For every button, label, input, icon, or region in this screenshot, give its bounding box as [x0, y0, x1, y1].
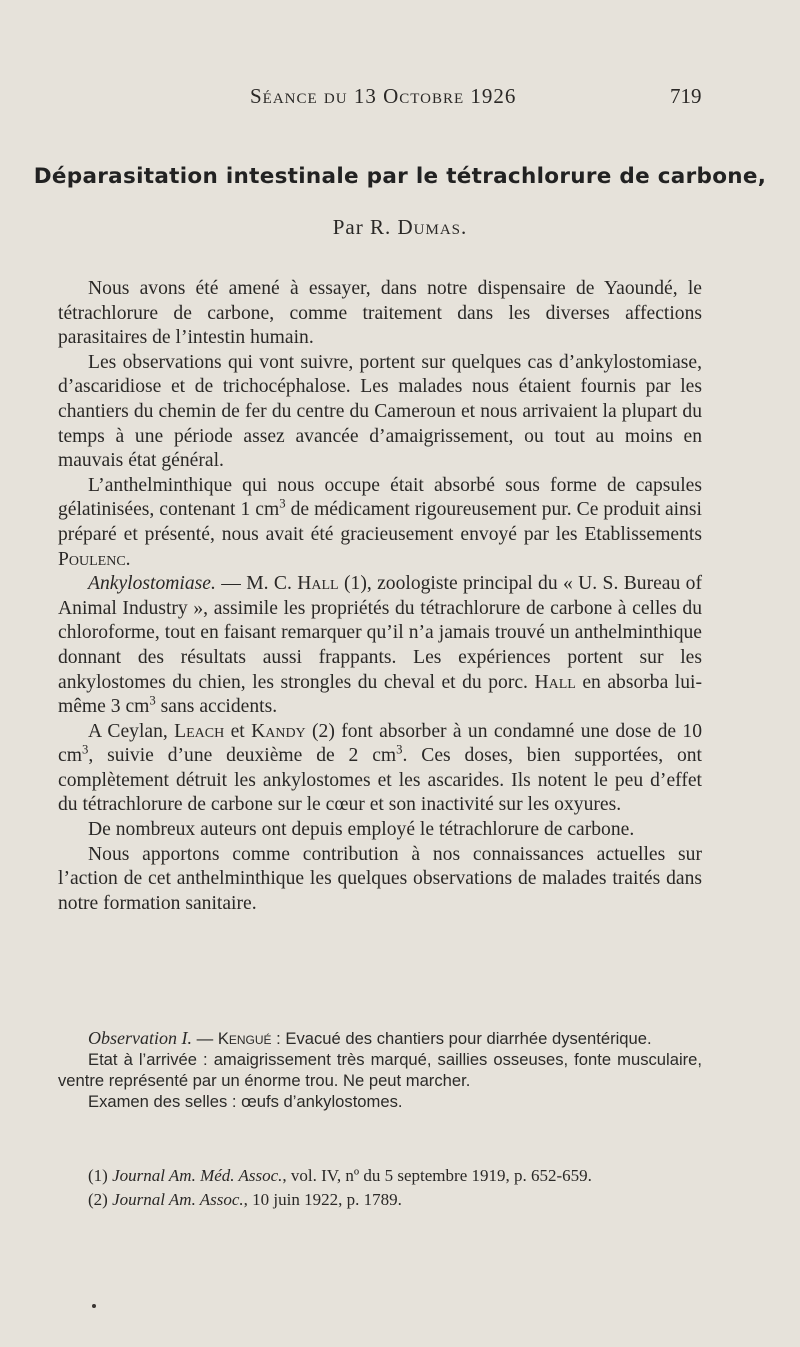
section-label: Ankylostomiase.: [88, 573, 216, 595]
superscript: 3: [279, 496, 286, 511]
superscript: 3: [149, 693, 156, 708]
article-title: Déparasitation intestinale par le tétrachlorure de carbone,: [33, 164, 767, 189]
observation-state: Etat à l’arrivée : amaigrissement très marqué, saillies osseuses, fonte musculaire, ventre représenté par un énorme trou. Ne peut marcher.: [58, 1050, 702, 1090]
paragraph-3: [58, 474, 702, 572]
text-span: . Ces doses, bien supportées, ont complètement détruit les ankylostomes et les ascarides. Ils notent le peu d’effet du tétrachlorure de carbone sur le cœur et son inactivité sur les oxyures.: [58, 745, 702, 816]
footnotes: [88, 1164, 728, 1212]
body-text: [58, 277, 702, 916]
paragraph-4: [58, 572, 702, 720]
text-span: sans accidents.: [155, 696, 278, 718]
text-span: : Evacué des chantiers pour diarrhée dysentérique.: [271, 1029, 652, 1048]
observation-exam: Examen des selles : œufs d’ankylostomes.: [88, 1092, 403, 1111]
journal-title: Journal Am. Assoc.: [112, 1190, 244, 1209]
observation-label: Observation I.: [88, 1028, 192, 1048]
text-span: — M. C.: [215, 573, 298, 595]
author-ref: Kandy: [251, 720, 306, 742]
text-span: , 10 juin 1922, p. 1789.: [243, 1190, 402, 1209]
byline-prefix: Par R.: [332, 215, 392, 239]
text-span: et: [224, 720, 252, 742]
author-ref: Leach: [174, 720, 225, 742]
journal-title: Journal Am. Méd. Assoc.: [112, 1166, 283, 1185]
page-number: 719: [670, 84, 702, 108]
byline: [0, 215, 800, 240]
paragraph-6: De nombreux auteurs ont depuis employé le tétrachlorure de carbone.: [88, 819, 635, 841]
text-span: —: [191, 1029, 218, 1048]
footnote-1: [88, 1164, 728, 1188]
text-span: , suivie d’une deuxième de 2 cm: [88, 745, 397, 767]
observation-heading: [58, 1028, 702, 1049]
footnote-2: [88, 1188, 728, 1212]
paragraph-7: Nous apportons comme contribution à nos connaissances actuelles sur l’action de cet anthelminthique les quelques observations de malades traités dans notre formation sanitaire.: [58, 843, 702, 914]
paragraph-1: Nous avons été amené à essayer, dans notre dispensaire de Yaoundé, le tétrachlorure de carbone, comme traitement dans les diverses affections parasitaires de l’intestin humain.: [58, 278, 702, 349]
superscript: 3: [81, 742, 89, 757]
text-span: L’anthelminthique qui nous occupe était absorbé sous forme de capsules gélatinisées, contenant 1 cm: [58, 474, 702, 521]
company-name: Poulenc.: [58, 548, 131, 570]
text-span: de médicament rigoureusement pur. Ce produit ainsi préparé et présenté, nous avait été gracieusement envoyé par les Etablissements: [58, 499, 702, 545]
author-ref: Hall: [534, 671, 576, 693]
text-span: (1), zoologiste principal du « U. S. Bureau of Animal Industry », assimile les propriétés du tétrachlorure de carbone à celles du chloroforme, tout en faisant remarquer qu’il n’a jamais trouvé un anthelminthique donnant des résultats aussi frappants. Les expériences portent sur les ankylostomes du chien, les strongles du cheval et du porc.: [58, 573, 702, 693]
text-span: en absorba lui-même 3 cm: [58, 671, 702, 718]
running-title: Séance du 13 Octobre 1926: [250, 84, 517, 108]
text-span: (2) font absorber à un condamné une dose de 10 cm: [58, 720, 703, 767]
text-span: , vol. IV, nº du 5 septembre 1919, p. 652-659.: [282, 1166, 592, 1185]
running-head: [0, 84, 800, 114]
author-name: Dumas.: [397, 215, 468, 239]
paragraph-5: [58, 720, 702, 818]
author-ref: Hall: [297, 573, 339, 595]
footnote-number: (1): [88, 1166, 113, 1185]
superscript: 3: [396, 742, 403, 757]
footnote-number: (2): [88, 1190, 113, 1209]
patient-name: Kengué: [217, 1029, 272, 1048]
text-span: A Ceylan,: [88, 720, 175, 742]
ink-speck: [92, 1304, 96, 1308]
observation-block: [58, 1028, 702, 1112]
paragraph-2: Les observations qui vont suivre, portent sur quelques cas d’ankylostomiase, d’ascaridiose et de trichocéphalose. Les malades nous étaient fournis par les chantiers du chemin de fer du centre du Cameroun et nous arrivaient la plupart du temps à une période assez avancée d’amaigrissement, ou tout au moins en mauvais état général.: [58, 351, 702, 472]
